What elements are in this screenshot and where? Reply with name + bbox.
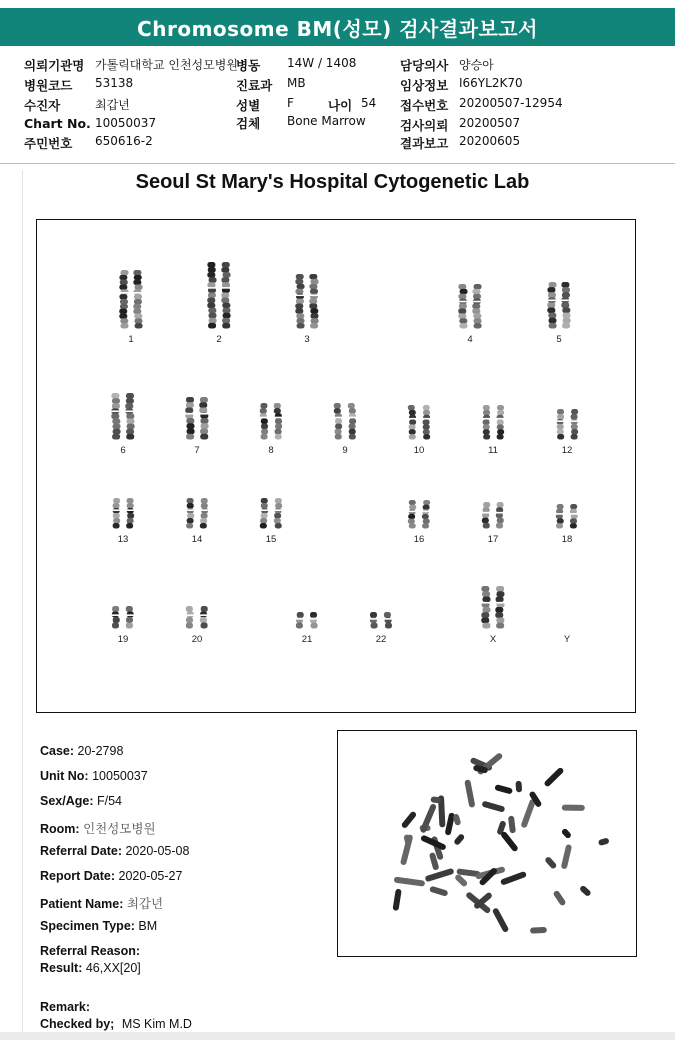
case-value: 20-2798 [77,744,124,758]
chromosome-pair-11 [482,405,505,440]
metaphase-chromosome [394,877,426,887]
sexage-line [40,794,122,808]
metaphase-chromosome [492,907,510,933]
specimen-type-value: BM [138,919,158,933]
metaphase-chromosome [562,805,585,811]
metaphase-chromosome [520,798,536,828]
id-no-value: 650616-2 [95,134,153,148]
referral-reason-label: Referral Reason: [40,944,141,958]
doctor-label: 담당의사 [400,58,449,73]
chromosome-label-13: 13 [117,534,129,545]
patient-value: 최갑년 [95,98,130,112]
chromosome-label-1: 1 [128,334,134,345]
metaphase-chromosome [424,868,454,883]
chromosome-label-11: 11 [488,445,498,456]
chromosome-label-12: 12 [561,445,573,456]
remark-line [40,1000,90,1014]
referral-date-label: Referral Date: [40,844,122,858]
metaphase-spread-image [338,731,635,955]
age-value: 54 [361,96,377,110]
section-divider [0,163,675,164]
chromosome-label-4: 4 [467,334,473,345]
metaphase-chromosome [561,828,572,840]
chart-no-label: Chart No. [24,116,91,131]
chromosome-label-10: 10 [413,445,425,456]
chromosome-pair-12 [556,409,579,440]
chromosome-label-20: 20 [191,634,203,645]
clinical-info-label: 임상정보 [400,78,449,93]
metaphase-panel [337,730,637,957]
referral-date-value: 2020-05-08 [125,844,190,858]
doctor-value: 양승아 [459,58,494,72]
chromosome-label-8: 8 [268,445,274,456]
chromosome-label-7: 7 [194,445,200,456]
metaphase-chromosome [500,871,527,886]
unit-line [40,769,148,783]
metaphase-chromosome [561,844,573,870]
specimen-label: 검체 [236,116,261,131]
chromosome-label-17: 17 [487,534,499,545]
metaphase-chromosome [464,779,475,808]
chromosome-pair-8 [260,403,283,440]
case-label: Case: [40,744,75,758]
hospital-code-label: 병원코드 [24,78,73,93]
specimen-type-line [40,919,157,933]
request-date-value: 20200507 [459,116,521,130]
room-label: Room: [40,822,80,836]
unit-value: 10050037 [92,769,148,783]
chromosome-label-18: 18 [561,534,573,545]
sexage-value: F/54 [96,794,122,808]
chromosome-pair-18 [556,504,579,529]
chromosome-pair-4 [458,284,482,329]
metaphase-chromosome [400,834,414,866]
lab-title: Seoul St Mary's Hospital Cytogenetic Lab [135,171,530,193]
remark-label: Remark: [40,1000,91,1014]
metaphase-chromosome [429,886,448,897]
chromosome-label-14: 14 [191,534,203,545]
checked-line [40,1017,192,1031]
chromosome-pair-5 [547,282,571,329]
chromosome-pair-14 [186,498,209,529]
page-bottom-band [0,1032,675,1040]
metaphase-chromosome [543,767,564,788]
sexage-label: Sex/Age: [40,794,94,808]
ward-value: 14W / 1408 [287,56,357,70]
result-label: Result: [40,961,83,975]
case-line [40,744,123,758]
patient-info-section [0,50,675,162]
chromosome-label-Y: Y [563,634,571,645]
chromosome-label-19: 19 [117,634,129,645]
chromosome-pair-22 [370,612,393,629]
chromosome-pair-X [481,586,505,629]
metaphase-chromosome [530,927,547,934]
request-date-label: 검사의뢰 [400,118,449,133]
department-value: MB [287,76,306,90]
metaphase-chromosome [392,888,401,911]
metaphase-chromosome [500,831,519,853]
hospital-code-value: 53138 [95,76,134,90]
report-title-bar [0,8,675,46]
chromosome-label-15: 15 [265,534,277,545]
report-date-value-2: 2020-05-27 [118,869,183,883]
result-value: 46,XX[20] [85,961,141,975]
patient-name-line [40,894,163,912]
specimen-value: Bone Marrow [287,114,366,128]
sex-value: F [287,96,294,110]
referral-reason-line [40,944,140,958]
chromosome-pair-20 [186,606,209,629]
report-date-value: 20200605 [459,134,521,148]
chromosome-pair-3 [295,274,319,329]
age-label: 나이 [328,98,353,113]
clinical-info-value: I66YL2K70 [459,76,523,90]
chromosome-label-3: 3 [304,334,310,345]
institution-value: 가톨릭대학교 인천성모병원 [95,58,238,72]
institution-label: 의뢰기관명 [24,58,85,73]
metaphase-chromosome [508,816,516,834]
chromosome-pair-17 [482,502,505,529]
chromosome-pair-21 [296,612,319,629]
metaphase-chromosome [453,833,465,846]
patient-name-value: 최갑년 [126,897,164,911]
chromosome-pair-16 [408,500,431,529]
report-date-line [40,869,182,883]
metaphase-chromosome [579,885,592,897]
room-line [40,819,156,837]
metaphase-chromosome [401,811,418,830]
receipt-no-label: 접수번호 [400,98,449,113]
chromosome-label-6: 6 [120,445,126,456]
metaphase-chromosome [598,837,610,846]
metaphase-chromosome [494,784,513,795]
karyogram-panel [36,219,636,713]
chromosome-pair-7 [185,397,209,440]
chromosome-label-5: 5 [556,334,562,345]
metaphase-chromosome [552,890,566,907]
department-label: 진료과 [236,78,273,93]
chromosome-pair-19 [112,606,135,629]
referral-date-line [40,844,189,858]
receipt-no-value: 20200507-12954 [459,96,563,110]
ward-label: 병동 [236,58,261,73]
checked-value: MS Kim M.D [121,1017,192,1031]
chromosome-pair-6 [111,393,135,440]
specimen-type-label: Specimen Type: [40,919,135,933]
sex-label: 성별 [236,98,261,113]
chromosome-label-21: 21 [301,634,313,645]
id-no-label: 주민번호 [24,136,73,151]
chromosome-pair-1 [119,270,143,329]
chromosome-label-9: 9 [342,445,348,456]
chromosome-pair-15 [260,498,283,529]
chromosome-pair-2 [207,262,231,329]
patient-name-label: Patient Name: [40,897,124,911]
metaphase-chromosome [481,801,505,813]
result-line [40,961,141,975]
chromosome-label-X: X [489,634,497,645]
report-date-label: 결과보고 [400,136,449,151]
metaphase-chromosome [544,856,557,870]
metaphase-chromosome [515,781,522,793]
chromosome-label-22: 22 [375,634,387,645]
unit-label: Unit No: [40,769,89,783]
chromosome-pair-10 [408,405,431,440]
checked-label: Checked by; [40,1017,115,1031]
report-date-label-2: Report Date: [40,869,116,883]
room-value: 인천성모병원 [83,822,156,836]
chromosome-pair-13 [112,498,135,529]
chromosome-pair-9 [334,403,357,440]
patient-label: 수진자 [24,98,61,113]
chromosome-label-2: 2 [216,334,222,345]
report-title: Chromosome BM(성모) 검사결과보고서 [137,16,538,41]
page-margin-line [22,170,23,1032]
chart-no-value: 10050037 [95,116,157,130]
chromosome-label-16: 16 [413,534,425,545]
